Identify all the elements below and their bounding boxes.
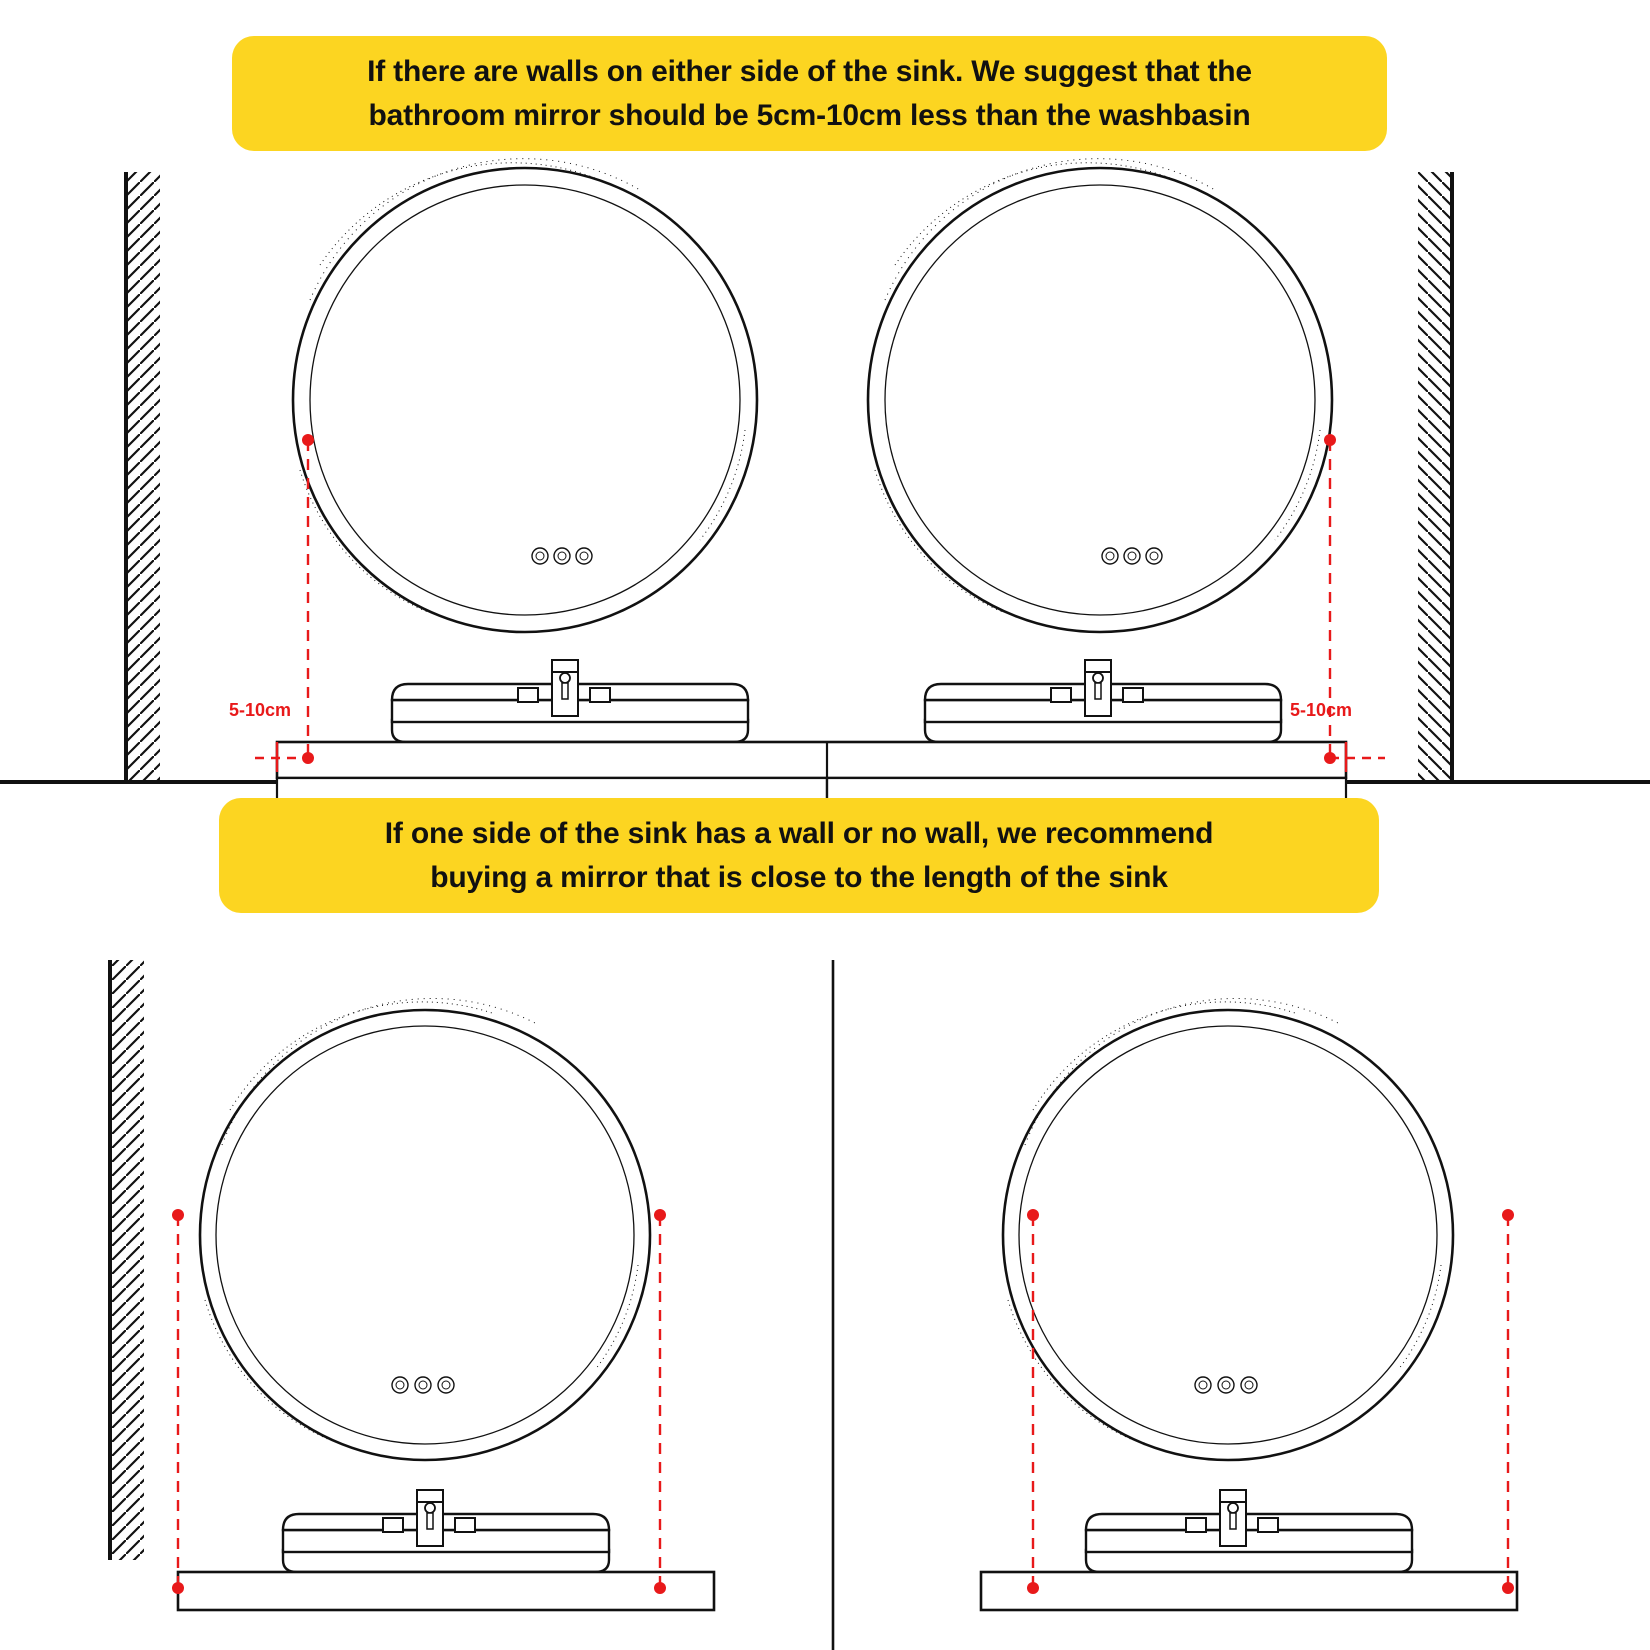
dimension-label-right: 5-10cm [1290,700,1353,720]
washbasin-4 [981,1490,1517,1610]
wall-left-bottom [110,960,144,1560]
round-mirror-1 [293,159,757,632]
touch-controls-4[interactable] [1195,1377,1257,1393]
callout-bottom-line1: If one side of the sink has a wall or no wall, we recommend [384,816,1214,850]
touch-controls-1[interactable] [532,548,592,564]
callout-bottom-advice [219,798,1379,913]
callout-top-line1: If there are walls on either side of the sink. We suggest that the [367,54,1252,88]
round-mirror-3 [200,998,650,1460]
touch-controls-3[interactable] [392,1377,454,1393]
vanity-counter-bottom-right [981,1572,1517,1610]
dimension-right-bottom-left [654,1209,666,1594]
vanity-counter-top [277,742,1346,802]
round-mirror-2 [868,159,1332,632]
touch-controls-2[interactable] [1102,548,1162,564]
vanity-counter-bottom-left [178,1572,714,1610]
callout-top-line2: bathroom mirror should be 5cm-10cm less than the washbasin [368,98,1251,132]
callout-top-advice [232,36,1387,151]
dimension-right-bottom-right [1502,1209,1514,1594]
wall-right-top [1418,172,1452,782]
wall-left-top [126,172,160,782]
panel-bottom [110,960,1517,1650]
washbasin-2 [925,660,1281,742]
dimension-right-top [1324,434,1385,772]
washbasin-3 [178,1490,714,1610]
round-mirror-4 [1003,998,1453,1460]
callout-bottom-line2: buying a mirror that is close to the length of the sink [430,860,1168,894]
washbasin-1 [392,660,748,742]
dimension-label-left: 5-10cm [229,700,292,720]
dimension-left-bottom-left [172,1209,184,1594]
